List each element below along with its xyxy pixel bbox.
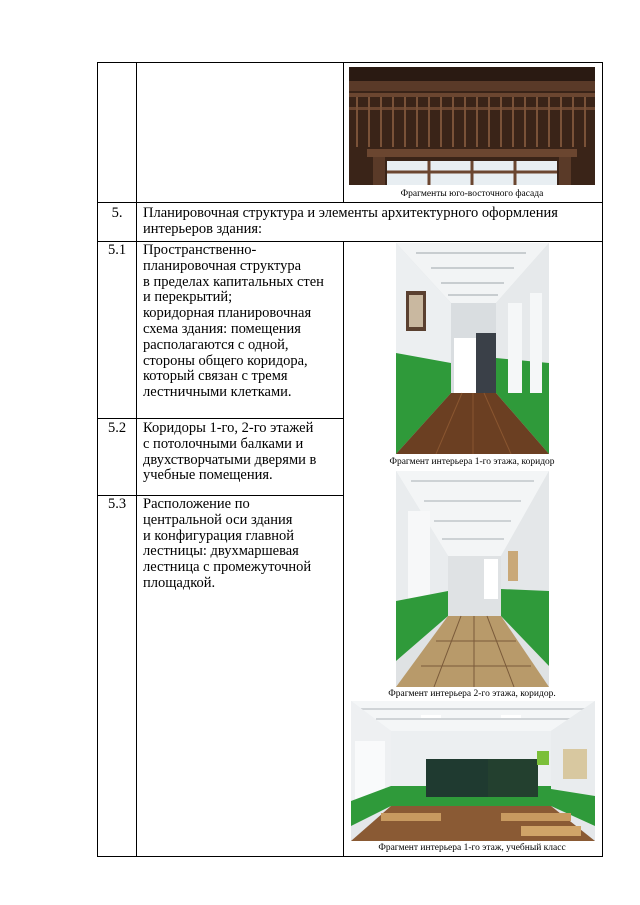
facade-caption: Фрагменты юго-восточного фасада [400,189,544,199]
table-right-border [602,62,603,857]
row-5-2-top-border [97,418,343,419]
table-left-border [97,62,98,857]
row-5-top-border [97,202,603,203]
row-number-5-2: 5.2 [107,420,127,436]
table-bottom-border [97,856,603,857]
corridor-1st-floor-photo [396,243,549,454]
classroom-photo [351,701,595,841]
image-column-divider-bottom [343,241,344,857]
corridor-2nd-floor-photo [396,471,549,687]
corridor-1st-floor-caption: Фрагмент интерьера 1-го этажа, коридор [389,457,555,467]
row-number-5-1: 5.1 [107,242,127,258]
table-top-border [97,62,603,63]
row-5-2-description: Коридоры 1-го, 2-го этажей с потолочными балками и двухстворчатыми дверями в учебные помещения. [143,420,317,484]
row-5-heading: Планировочная структура и элементы архитектурного оформления интерьеров здания: [143,205,558,237]
corridor-2nd-floor-caption: Фрагмент интерьера 2-го этажа, коридор. [388,689,556,699]
row-number-5-3: 5.3 [107,496,127,512]
classroom-caption: Фрагмент интерьера 1-го этаж, учебный класс [378,843,566,853]
number-column-divider [136,62,137,857]
row-5-1-description: Пространственно- планировочная структура в пределах капитальных стен и перекрытий; коридорная планировочная схема здания: помещения располагаются с одной, стороны общего коридора, который связан с тремя лестничными клетками. [143,242,324,401]
row-number-5: 5. [111,205,123,221]
image-column-divider-top [343,62,344,202]
row-5-3-description: Расположение по центральной оси здания и конфигурация главной лестницы: двухмаршевая лестница с промежуточной площадкой. [143,496,312,591]
facade-photo [349,67,595,185]
